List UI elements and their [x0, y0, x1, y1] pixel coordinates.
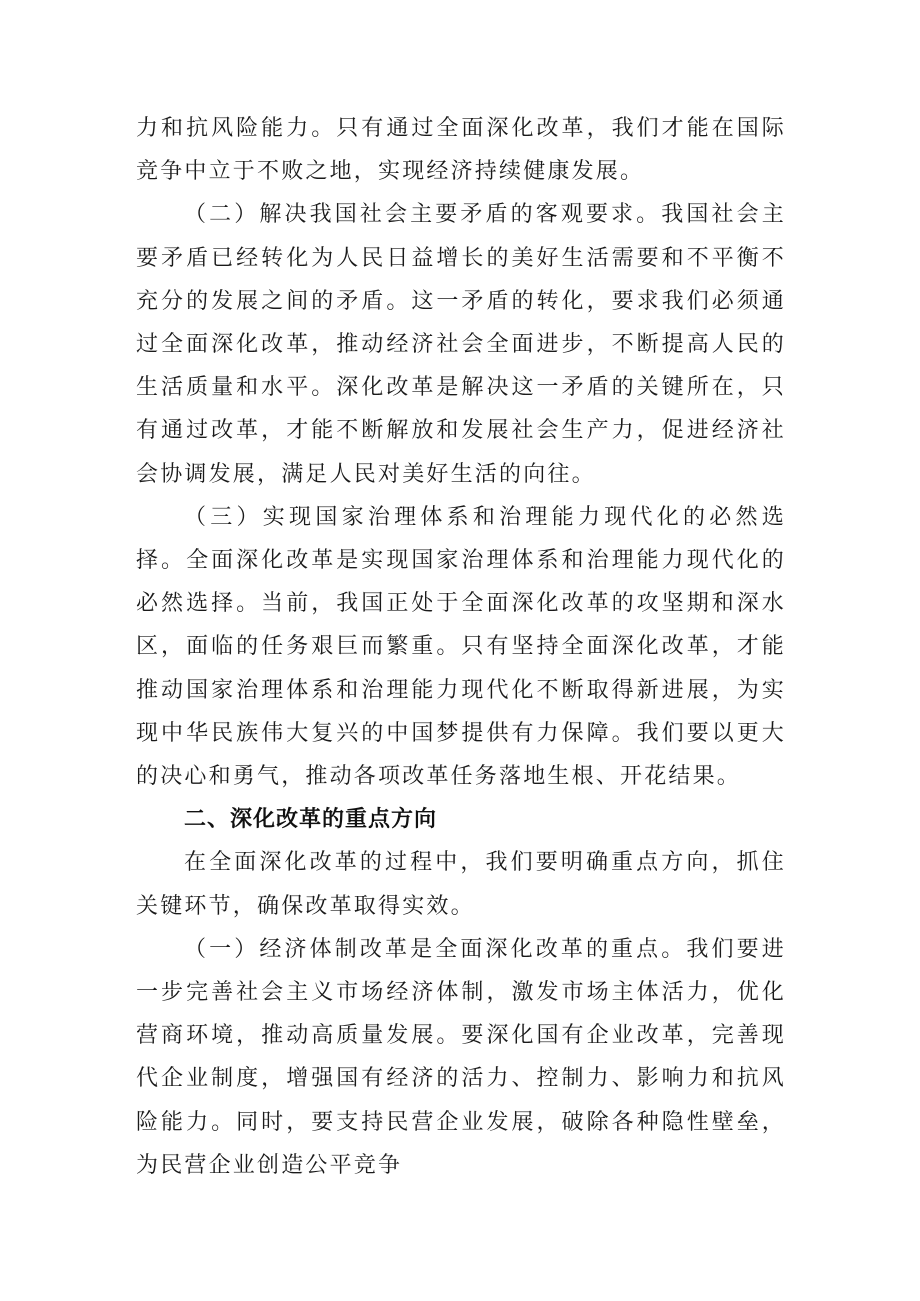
- paragraph-subsection-1: （一）经济体制改革是全面深化改革的重点。我们要进一步完善社会主义市场经济体制，激发市场主体活力，优化营商环境，推动高质量发展。要深化国有企业改革，完善现代企业制度，增强国有经济的活力、控制力、影响力和抗风险能力。同时，要支持民营企业发展，破除各种隐性壁垒，为民营企业创造公平竞争: [136, 936, 786, 1178]
- paragraph-continuation: 力和抗风险能力。只有通过全面深化改革，我们才能在国际竞争中立于不败之地，实现经济持续健康发展。: [136, 116, 786, 185]
- paragraph-section-intro: 在全面深化改革的过程中，我们要明确重点方向，抓住关键环节，确保改革取得实效。: [136, 850, 786, 919]
- section-heading: 二、深化改革的重点方向: [184, 807, 438, 833]
- document-body: [136, 107, 786, 1187]
- paragraph-subsection-2: （二）解决我国社会主要矛盾的客观要求。我国社会主要矛盾已经转化为人民日益增长的美好生活需要和不平衡不充分的发展之间的矛盾。这一矛盾的转化，要求我们必须通过全面深化改革，推动经济社会全面进步，不断提高人民的生活质量和水平。深化改革是解决这一矛盾的关键所在，只有通过改革，才能不断解放和发展社会生产力，促进经济社会协调发展，满足人民对美好生活的向往。: [136, 202, 786, 487]
- paragraph-subsection-3: （三）实现国家治理体系和治理能力现代化的必然选择。全面深化改革是实现国家治理体系和治理能力现代化的必然选择。当前，我国正处于全面深化改革的攻坚期和深水区，面临的任务艰巨而繁重。只有坚持全面深化改革，才能推动国家治理体系和治理能力现代化不断取得新进展，为实现中华民族伟大复兴的中国梦提供有力保障。我们要以更大的决心和勇气，推动各项改革任务落地生根、开花结果。: [136, 504, 786, 790]
